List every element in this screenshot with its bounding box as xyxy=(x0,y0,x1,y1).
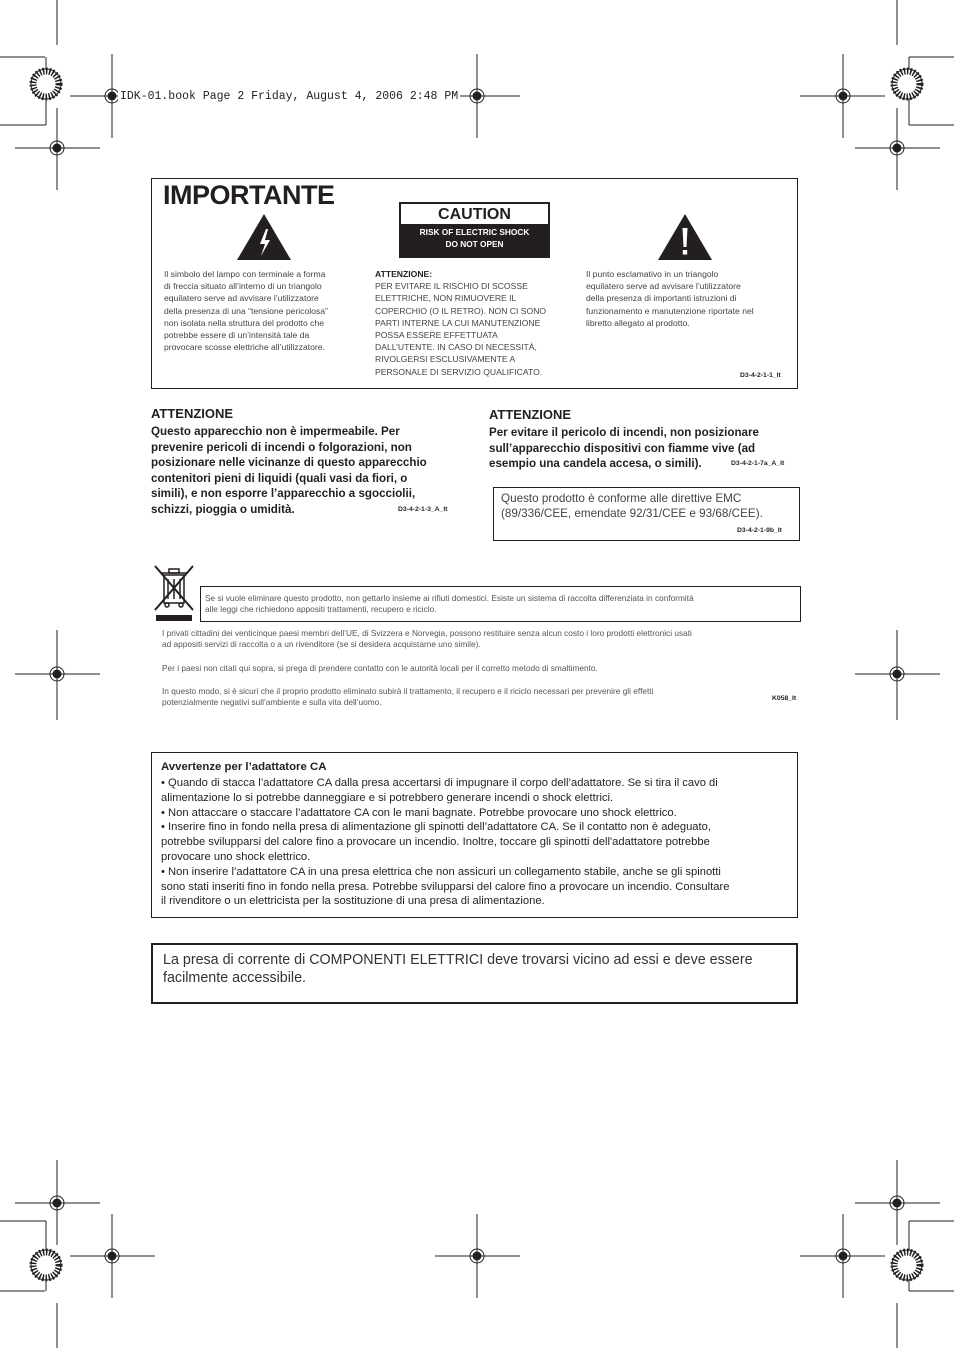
caution-label xyxy=(399,202,550,258)
attenzione-heading: ATTENZIONE xyxy=(151,406,234,421)
lightning-description: Il simbolo del lampo con terminale a forma di freccia situato all’interno di un triangolo equilatero serve ad avvisare l’utilizzatore della presenza di una “tensione pericolosa” non isolata nella struttura del prodotto che potrebbe essere di un’intensità tale da provocare scosse elettriche all’utilizzatore. xyxy=(164,269,328,353)
page-title: IMPORTANTE xyxy=(163,180,335,210)
reference-code: D3-4-2-1-9b_It xyxy=(737,527,782,534)
disposal-box-text: Se si vuole eliminare questo prodotto, non gettarlo insieme ai rifiuti domestici. Esiste un sistema di raccolta differenziata in conformità alle leggi che richiedono appositi trattamenti, recupero e riciclo. xyxy=(205,593,694,614)
reference-code: D3-4-2-1-7a_A_It xyxy=(731,460,785,467)
reference-code: D3-4-2-1-1_It xyxy=(740,372,781,379)
print-header: IDK-01.book Page 2 Friday, August 4, 2006 2:48 PM xyxy=(120,90,459,103)
attenzione-heading: ATTENZIONE xyxy=(489,407,572,422)
lightning-triangle-icon xyxy=(236,213,292,261)
caution-description: ATTENZIONE: PER EVITARE IL RISCHIO DI SCOSSE ELETTRICHE, NON RIMUOVERE IL COPERCHIO (O IL RETRO). NON CI SONO PARTI INTERNE LA CUI MANUTENZIONE POSSA ESSERE EFFETTUATA DALL’UTENTE. IN CASO DI NECESSITÀ, RIVOLGERSI ESCLUSIVAMENTE A PERSONALE DI SERVIZIO QUALIFICATO. xyxy=(375,269,547,377)
attenzione-fire-text: Per evitare il pericolo di incendi, non posizionare sull’apparecchio dispositivi con fiamme vive (ad esempio una candela accesa, o simili). xyxy=(489,426,759,470)
attenzione-water-text: Questo apparecchio non è impermeabile. Per prevenire pericoli di incendi o folgorazioni, non posizionare nelle vicinanze di questo apparecchio contenitori pieni di liquidi (quali vasi da fiori, o simili), e non esporre l’apparecchio a sgocciolii, schizzi, pioggia o umidità. xyxy=(151,425,427,516)
adapter-text: • Quando di stacca l’adattatore CA dalla presa accertarsi di impugnare il corpo dell’adattatore. Se si tira il cavo di alimentazione lo si potrebbe danneggiare e si potrebbero generare incendi o shock elettrici. • Non attaccare o staccare l’adattatore CA con le mani bagnate. Potrebbe provocare uno shock elettrico. • Inserire fino in fondo nella presa di alimentazione gli spinotti dell’adattatore CA. Se il contatto non è adeguato, potrebbe svilupparsi del calore fino a provocare un incendio. Inoltre, toccare gli spinotti dell'adattatore potrebbe provocare uno shock elettrico. • Non inserire l’adattatore CA in una presa elettrica che non assicuri un collegamento stabile, anche se gli spinotti sono stati inseriti fino in fondo nella presa. Potrebbe svilupparsi del calore fino a provocare un incendio. Consultare il rivenditore o un elettricista per la sostituzione di una presa di alimentazione. xyxy=(161,777,730,908)
exclamation-description: Il punto esclamativo in un triangolo equilatero serve ad avvisare l’utilizzatore della presenza di importanti istruzioni di funzionamento e manutenzione riportate nel libretto allegato al prodotto. xyxy=(586,269,754,328)
exclamation-triangle-icon xyxy=(657,213,713,261)
disposal-paragraph: Per i paesi non citati qui sopra, si prega di prendere contatto con le autorità locali per il corretto metodo di smaltimento. xyxy=(162,663,598,673)
reference-code: D3-4-2-1-3_A_It xyxy=(398,506,448,513)
crossed-bin-icon xyxy=(152,563,196,623)
caution-line: DO NOT OPEN xyxy=(445,238,504,249)
adapter-heading: Avvertenze per l’adattatore CA xyxy=(161,761,327,773)
caution-line: RISK OF ELECTRIC SHOCK xyxy=(419,227,530,237)
emc-text: Questo prodotto è conforme alle direttive EMC (89/336/CEE, emendate 92/31/CEE e 93/68/CEE). xyxy=(501,492,763,520)
caution-title: CAUTION xyxy=(401,204,548,224)
disposal-paragraph: I privati cittadini dei venticinque paesi membri dell’UE, di Svizzera e Norvegia, possono restituire senza alcun costo i loro prodotti elettronici usati ad appositi servizi di raccolta o a un rivenditore (se si desidera acquistarne uno simile). xyxy=(162,628,692,649)
socket-notice-text: La presa di corrente di COMPONENTI ELETTRICI deve trovarsi vicino ad essi e deve essere facilmente accessibile. xyxy=(163,952,753,986)
disposal-paragraph: In questo modo, si è sicuri che il proprio prodotto eliminato subirà il trattamento, il recupero e il riciclo necessari per prevenire gli effetti potenzialmente negativi sull’ambiente e sulla vita dell’uomo. xyxy=(162,686,654,707)
reference-code: K058_It xyxy=(772,695,797,702)
